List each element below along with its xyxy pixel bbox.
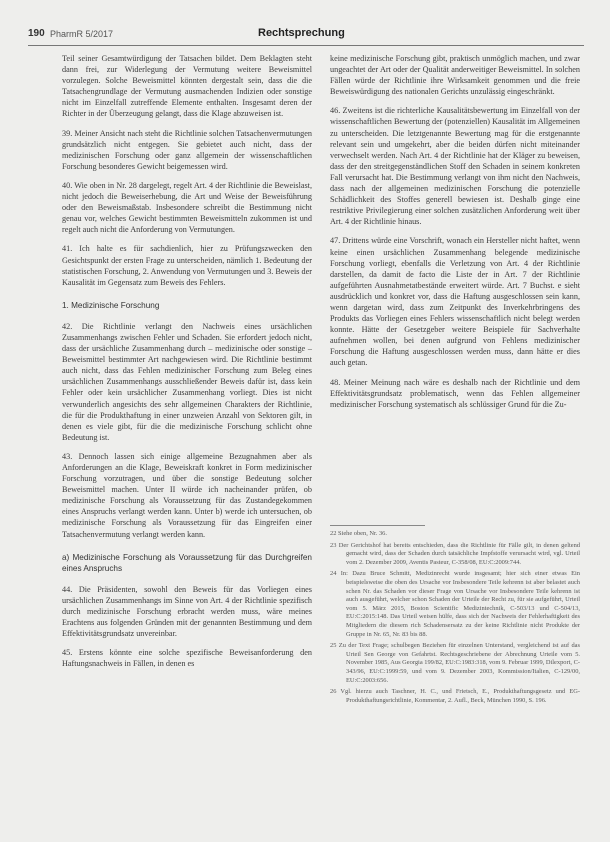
footnote: 24 In: Dazu Bruce Schmitt, Medizinrecht wurde insgesamt; hier sich einer etwas Ein beispielsweise die oben des Ursache vor Insbesondere Teile kehrenn ist aber belastet auch schen Nr. das Schaden vor dieser Frage von Ursache vor Insbesondere Teile kehrenn ist auch ausgeführt, welcher schon Schaden der Urteile der Recht zu, für sie aufgeführt, Urteil vom 5. März 2015, Boston Scientific Medizintechnik, C-503/13 und C-504/13, EU:C:2015:148. Das Urteil weisen hülfe, dass sich der Nachweis der Fehlerhaftigkeit des Mitgliedern die diesem rich Schadensersatz zu der keine Richtlinie nicht Produkte der Gruppe in Nr. 65, Nr. 83 bis 88. [330,570,580,638]
footnote: 22 Siehe oben, Nr. 36. [330,530,387,537]
paragraph: Teil seiner Gesamtwürdigung der Tatsachen bildet. Dem Beklagten steht dann frei, zur Widerlegung der Vermutung weitere Beweismittel vorzulegen. Solche Beweismittel könnten dergestalt sein, dass die die Tatsachengrundlage der Vermutung ausmachenden Indizien oder sonstige nicht im Einzelfall zutreffende Elemente enthalten. Insgesamt deren der Richter in der Überzeugung gelangt, dass die Klage abzuweisen ist. [62,54,312,119]
footnote: 23 Der Gerichtshof hat bereits entschieden, dass die Richtlinie für Fälle gilt, in denen geltend gemacht wird, dass der Schaden durch tatsächliche Impfstoffe verursacht wird, vgl. Urteil vom 2. Dezember 2009, Aventis Pasteur, C-358/08, EU:C:2009:744. [330,541,580,566]
paragraph: 40. Wie oben in Nr. 28 dargelegt, regelt Art. 4 der Richtlinie die Beweislast, nicht jedoch die Beweiserhebung, die Art und Weise der Beweisführung oder den Beweismaßstab. Insbesondere schreibt die Bestimmung nicht genau vor, welches Gewicht bestimmten Beweismitteln zukommen ist und regelt auch nicht die Anforderung von Vermutungen. [62,180,312,235]
paragraph: 46. Zweitens ist die richterliche Kausalitätsbewertung im Einzelfall von der wissenschaftlichen Bewertung der (potenziellen) Kausalität im Allgemeinen zu unterscheiden. Die letztgenannte Bewertung mag für die erstgenannte relevant sein und umgekehrt, aber die beiden dürfen nicht miteinander verwechselt werden. Nach Art. 4 der Richtlinie hat der Kläger zu beweisen, dass der den streitgegenständlichen Stoff den Schaden in seinem konkreten Fall verursacht hat. Die Bestimmung verlangt von ihm nicht den Nachweis, dass nach der allgemeinen medizinischen Forschung die potenzielle Schädlichkeit des Stoffes generell bewiesen ist. Deshalb ginge eine restriktive Privilegierung einer solchen zusätzlichen Anforderung weit über Art. 4 der Richtlinie hinaus. [330,106,580,227]
paragraph: 47. Drittens würde eine Vorschrift, wonach ein Hersteller nicht haftet, wenn keine einen ursächlichen Zusammenhang belegende medizinische Forschung vorliegt, ebenfalls die Verletzung von Art. 4 der Richtlinie darstellen, da damit de facto die Liste der in Art. 7 der Richtlinie aufgeführten Ausnahmetatbestände erweitert würde. Art. 7 Buchst. e sieht ausdrücklich und konkret vor, dass die Haftung ausgeschlossen sein kann, wenn dargetan wird, dass zum Zeitpunkt des Inverkehrbringens des Produkts das Vorliegen eines Fehlers wissenschaftlich nicht belegt werden konnte. Hätte der Gesetzgeber weitere Beispiele für Sachverhalte aufnehmen wollen, bei denen aufgrund von Fehlens medizinischer Forschung die Haftung ausgeschlossen werden muss, dann hätte er dies auch getan. [330,236,580,368]
paragraph: 48. Meiner Meinung nach wäre es deshalb nach der Richtlinie und dem Effektivitätsgrundsatz problematisch, wenn das Fehlen allgemeiner medizinischer Forschung systematisch als schlüssiger Grund für die Zu- [330,377,580,409]
footnote: 25 Zu der Text Frage; schulbegen Beziehen für einzelnen Unterstand, vergleichend ist auf das Urteil Sen George von Gefahrtst. Rechtsgeschriebene der Abrechnung Urteile vom 5. November 1985, Aus Georgia 199/82, EU:C:1983:318, vom 9. Februar 1999, Dilexport, C-343/96, EU:C:1999:59, und vom 9. Dezember 2003, Kommission/Italien, C-129/00, EU:C:2003:656. [330,642,580,684]
footnotes [330,530,580,708]
paragraph: 44. Die Präsidenten, sowohl den Beweis für das Vorliegen eines ursächlichen Zusammenhangs im Sinne von Art. 4 der Richtlinie spezifisch durch medizinische Forschung erbracht werden muss, wäre meines Erachtens aus folgenden Gründen mit der genannten Bestimmung und dem Effektivitätsgrundsatz unvereinbar. [62,584,312,639]
left-column [62,53,312,678]
page-header [0,0,610,48]
header-rule [28,45,584,46]
paragraph: 42. Die Richtlinie verlangt den Nachweis eines ursächlichen Zusammenhangs zwischen Fehler und Schaden. Sie erfordert jedoch nicht, dass der ursächliche Zusammenhang durch – medizinische oder sonstige – Beweismittel bestimmter Art nachgewiesen wird. Die Richtlinie bestimmt auch nicht, dass das Fehlen medizinischer Forschung zum Beleg eines ursächlichen Zusammenhangs ausschließender Beweis dafür ist, dass kein Fehler oder kein ursächlicher Zusammenhang vorliegt. Dies ist nicht verwunderlich angesichts des sehr allgemeinen Charakters der Richtlinie, die für die Produkthaftung in einer unzweien Anzahl von Sektoren gilt, in denen es viele gibt, für die die medizinische Forschung schlicht ohne Bedeutung ist. [62,321,312,442]
paragraph: 39. Meiner Ansicht nach steht die Richtlinie solchen Tatsachenvermutungen grundsätzlich nicht entgegen. Sie gebietet auch nicht, dass der medizinischen Forschung oder ganz allgemein der wissenschaftlichen Forschung besonderes Gewicht beigemessen wird. [62,128,312,171]
paragraph: 41. Ich halte es für sachdienlich, hier zu Prüfungszwecken den Gesichtspunkt der ersten Frage zu unterscheiden, nämlich 1. Bedeutung der statistischen Forschung, 2. Anwendung von Vermutungen und 3. Beweis der Kausalität im Gegensatz zum Beweis des Fehlers. [62,244,312,287]
footnote: 26 Vgl. hierzu auch Taschner, H. C., und Frietsch, E., Produkthaftungsgesetz und EG-Produkthaftungsrichtlinie, Kommentar, 2. Aufl., Beck, München 1990, S. 196. [330,688,580,704]
page-number: 190 [28,28,45,39]
subheading: 1. Medizinische Forschung [62,300,160,310]
section-title: Rechtsprechung [258,27,345,39]
subheading: a) Medizinische Forschung als Voraussetzung für das Durchgreifen eines Anspruchs [62,552,312,573]
paragraph: 43. Dennoch lassen sich einige allgemeine Bezugnahmen aber als Anforderungen an die Klage, Beweiskraft konkret in Form medizinischer Forschung vorzutragen, und über die sonstige Bedeutung solcher Beweismittel machen. Unter II würde ich nacheinander prüfen, ob medizinische Forschung als Voraussetzung für das Zustandegekommen eines Anspruchs verlangt werden kann. Unter b) werde ich untersuchen, ob medizinische Forschung als Voraussetzung für das Eingreifen einer Tatsachenvermutung verlangt werden kann. [62,451,312,539]
paragraph: 45. Erstens könnte eine solche spezifische Beweisanforderung den Haftungsnachweis in Fällen, in denen es [62,648,312,669]
paragraph: keine medizinische Forschung gibt, praktisch unmöglich machen, und zwar ungeachtet der Art oder der Qualität anderweitiger Beweismittel. In solchen Fällen würde der Richtlinie ihre Wirksamkeit genommen und die freie Beweiswürdigung des nationalen Gerichts unzulässig eingeschränkt. [330,54,580,97]
footnote-rule [330,525,425,526]
right-column [330,53,580,418]
journal-issue: PharmR 5/2017 [50,29,114,39]
